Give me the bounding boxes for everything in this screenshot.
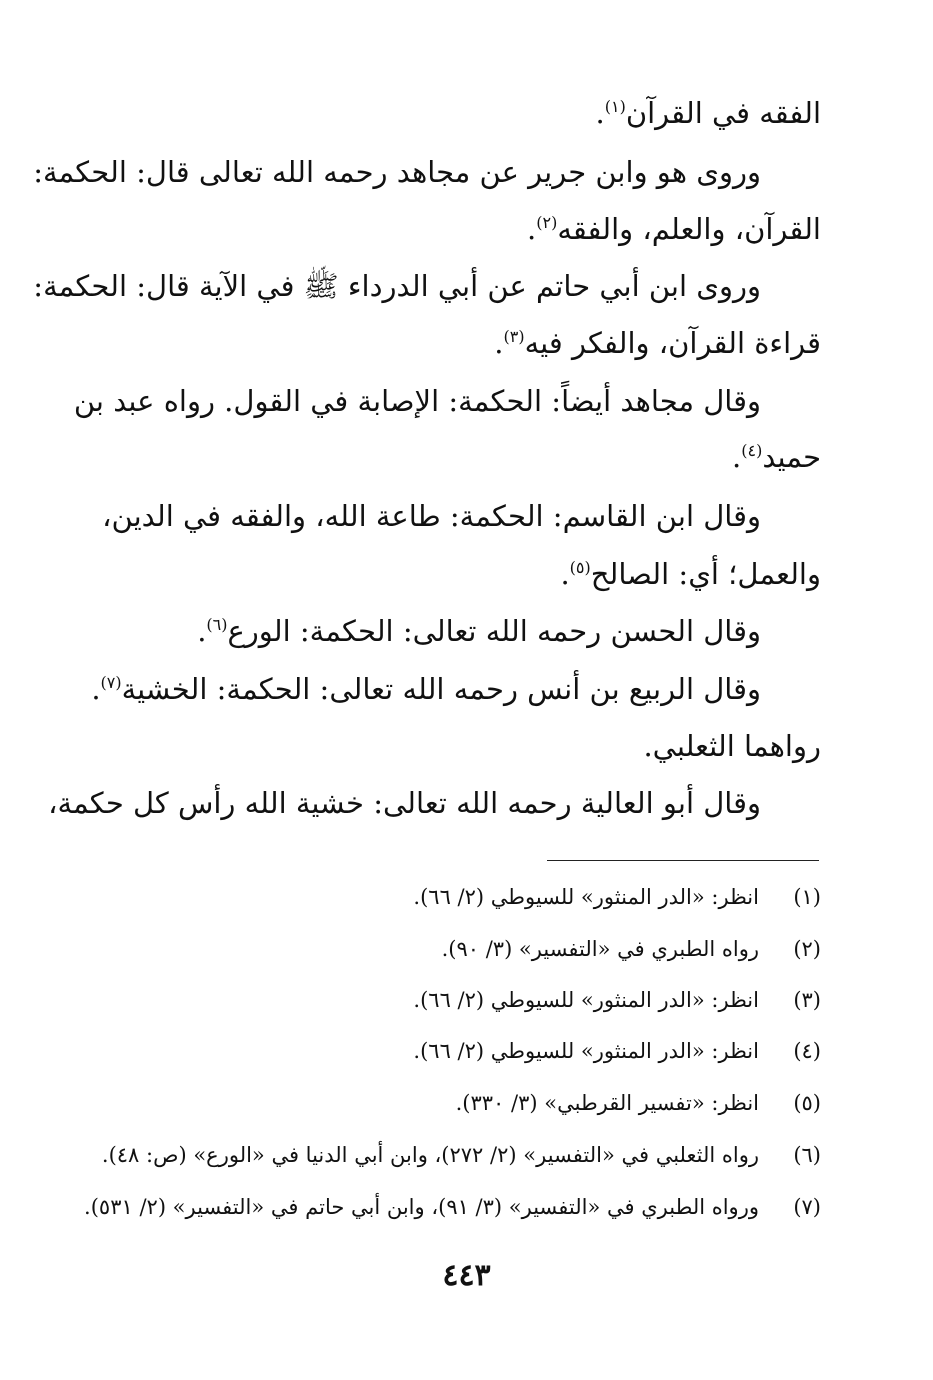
body-line: وقال ابن القاسم: الحكمة: طاعة الله، والفقه في الدين، [102, 499, 761, 533]
footnote-ref[interactable]: (٢) [536, 213, 558, 232]
footnote-number: (٦) [793, 1143, 821, 1167]
footnote-text: انظر: «الدر المنثور» للسيوطي (٢/ ٦٦). [413, 1039, 759, 1063]
page-number: ٤٤٣ [442, 1258, 491, 1293]
footnote-text: انظر: «الدر المنثور» للسيوطي (٢/ ٦٦). [413, 988, 759, 1012]
body-line: وقال أبو العالية رحمه الله تعالى: خشية الله رأس كل حكمة، [48, 786, 761, 820]
footnote-ref[interactable]: (٥) [569, 558, 591, 577]
footnote [413, 1036, 821, 1066]
body-line: وقال مجاهد أيضاً: الحكمة: الإصابة في القول. رواه عبد بن [73, 384, 761, 418]
body-line: وروى ابن أبي حاتم عن أبي الدرداء ﷺ في الآية قال: الحكمة: [33, 269, 761, 303]
footnote-number: (٧) [793, 1195, 821, 1219]
footnote-ref[interactable]: (٣) [503, 327, 525, 346]
body-line: رواهما الثعلبي. [643, 729, 821, 763]
body-line: وقال الحسن رحمه الله تعالى: الحكمة: الورع$^{(٦)}$. [197, 614, 761, 648]
footnote-text: انظر: «الدر المنثور» للسيوطي (٢/ ٦٦). [413, 885, 759, 909]
body-line: حميد$^{(٤)}$. [732, 440, 821, 474]
body-line: القرآن، والعلم، والفقه$^{(٢)}$. [527, 212, 821, 246]
footnote-divider [547, 860, 819, 861]
footnote-number: (٣) [793, 988, 821, 1012]
footnote-ref[interactable]: (٤) [741, 441, 763, 460]
footnote-number: (٤) [793, 1039, 821, 1063]
footnote [456, 1088, 821, 1118]
footnote-ref[interactable]: (٧) [100, 673, 122, 692]
footnote [413, 882, 821, 912]
footnote [442, 934, 821, 964]
body-line: الفقه في القرآن$^{(١)}$. [595, 96, 821, 130]
footnote-text: رواه الطبري في «التفسير» (٣/ ٩٠). [441, 937, 759, 961]
footnote-ref[interactable]: (٦) [206, 615, 228, 634]
footnote [413, 985, 821, 1015]
body-line: وقال الربيع بن أنس رحمه الله تعالى: الحكمة: الخشية$^{(٧)}$. [91, 672, 761, 706]
body-line: قراءة القرآن، والفكر فيه$^{(٣)}$. [494, 326, 821, 360]
footnote-ref[interactable]: (١) [604, 97, 626, 116]
footnote [84, 1192, 821, 1222]
footnote-number: (٢) [793, 937, 821, 961]
footnote-text: انظر: «تفسير القرطبي» (٣/ ٣٣٠). [455, 1091, 759, 1115]
footnote-text: رواه الثعلبي في «التفسير» (٢/ ٢٧٢)، وابن أبي الدنيا في «الورع» (ص: ٤٨). [101, 1143, 759, 1167]
body-line: وروى هو وابن جرير عن مجاهد رحمه الله تعالى قال: الحكمة: [33, 155, 761, 189]
footnote [102, 1140, 821, 1170]
body-line: والعمل؛ أي: الصالح$^{(٥)}$. [560, 557, 821, 591]
footnote-number: (٥) [793, 1091, 821, 1115]
footnote-text: ورواه الطبري في «التفسير» (٣/ ٩١)، وابن أبي حاتم في «التفسير» (٢/ ٥٣١). [84, 1195, 759, 1219]
footnote-number: (١) [793, 885, 821, 909]
